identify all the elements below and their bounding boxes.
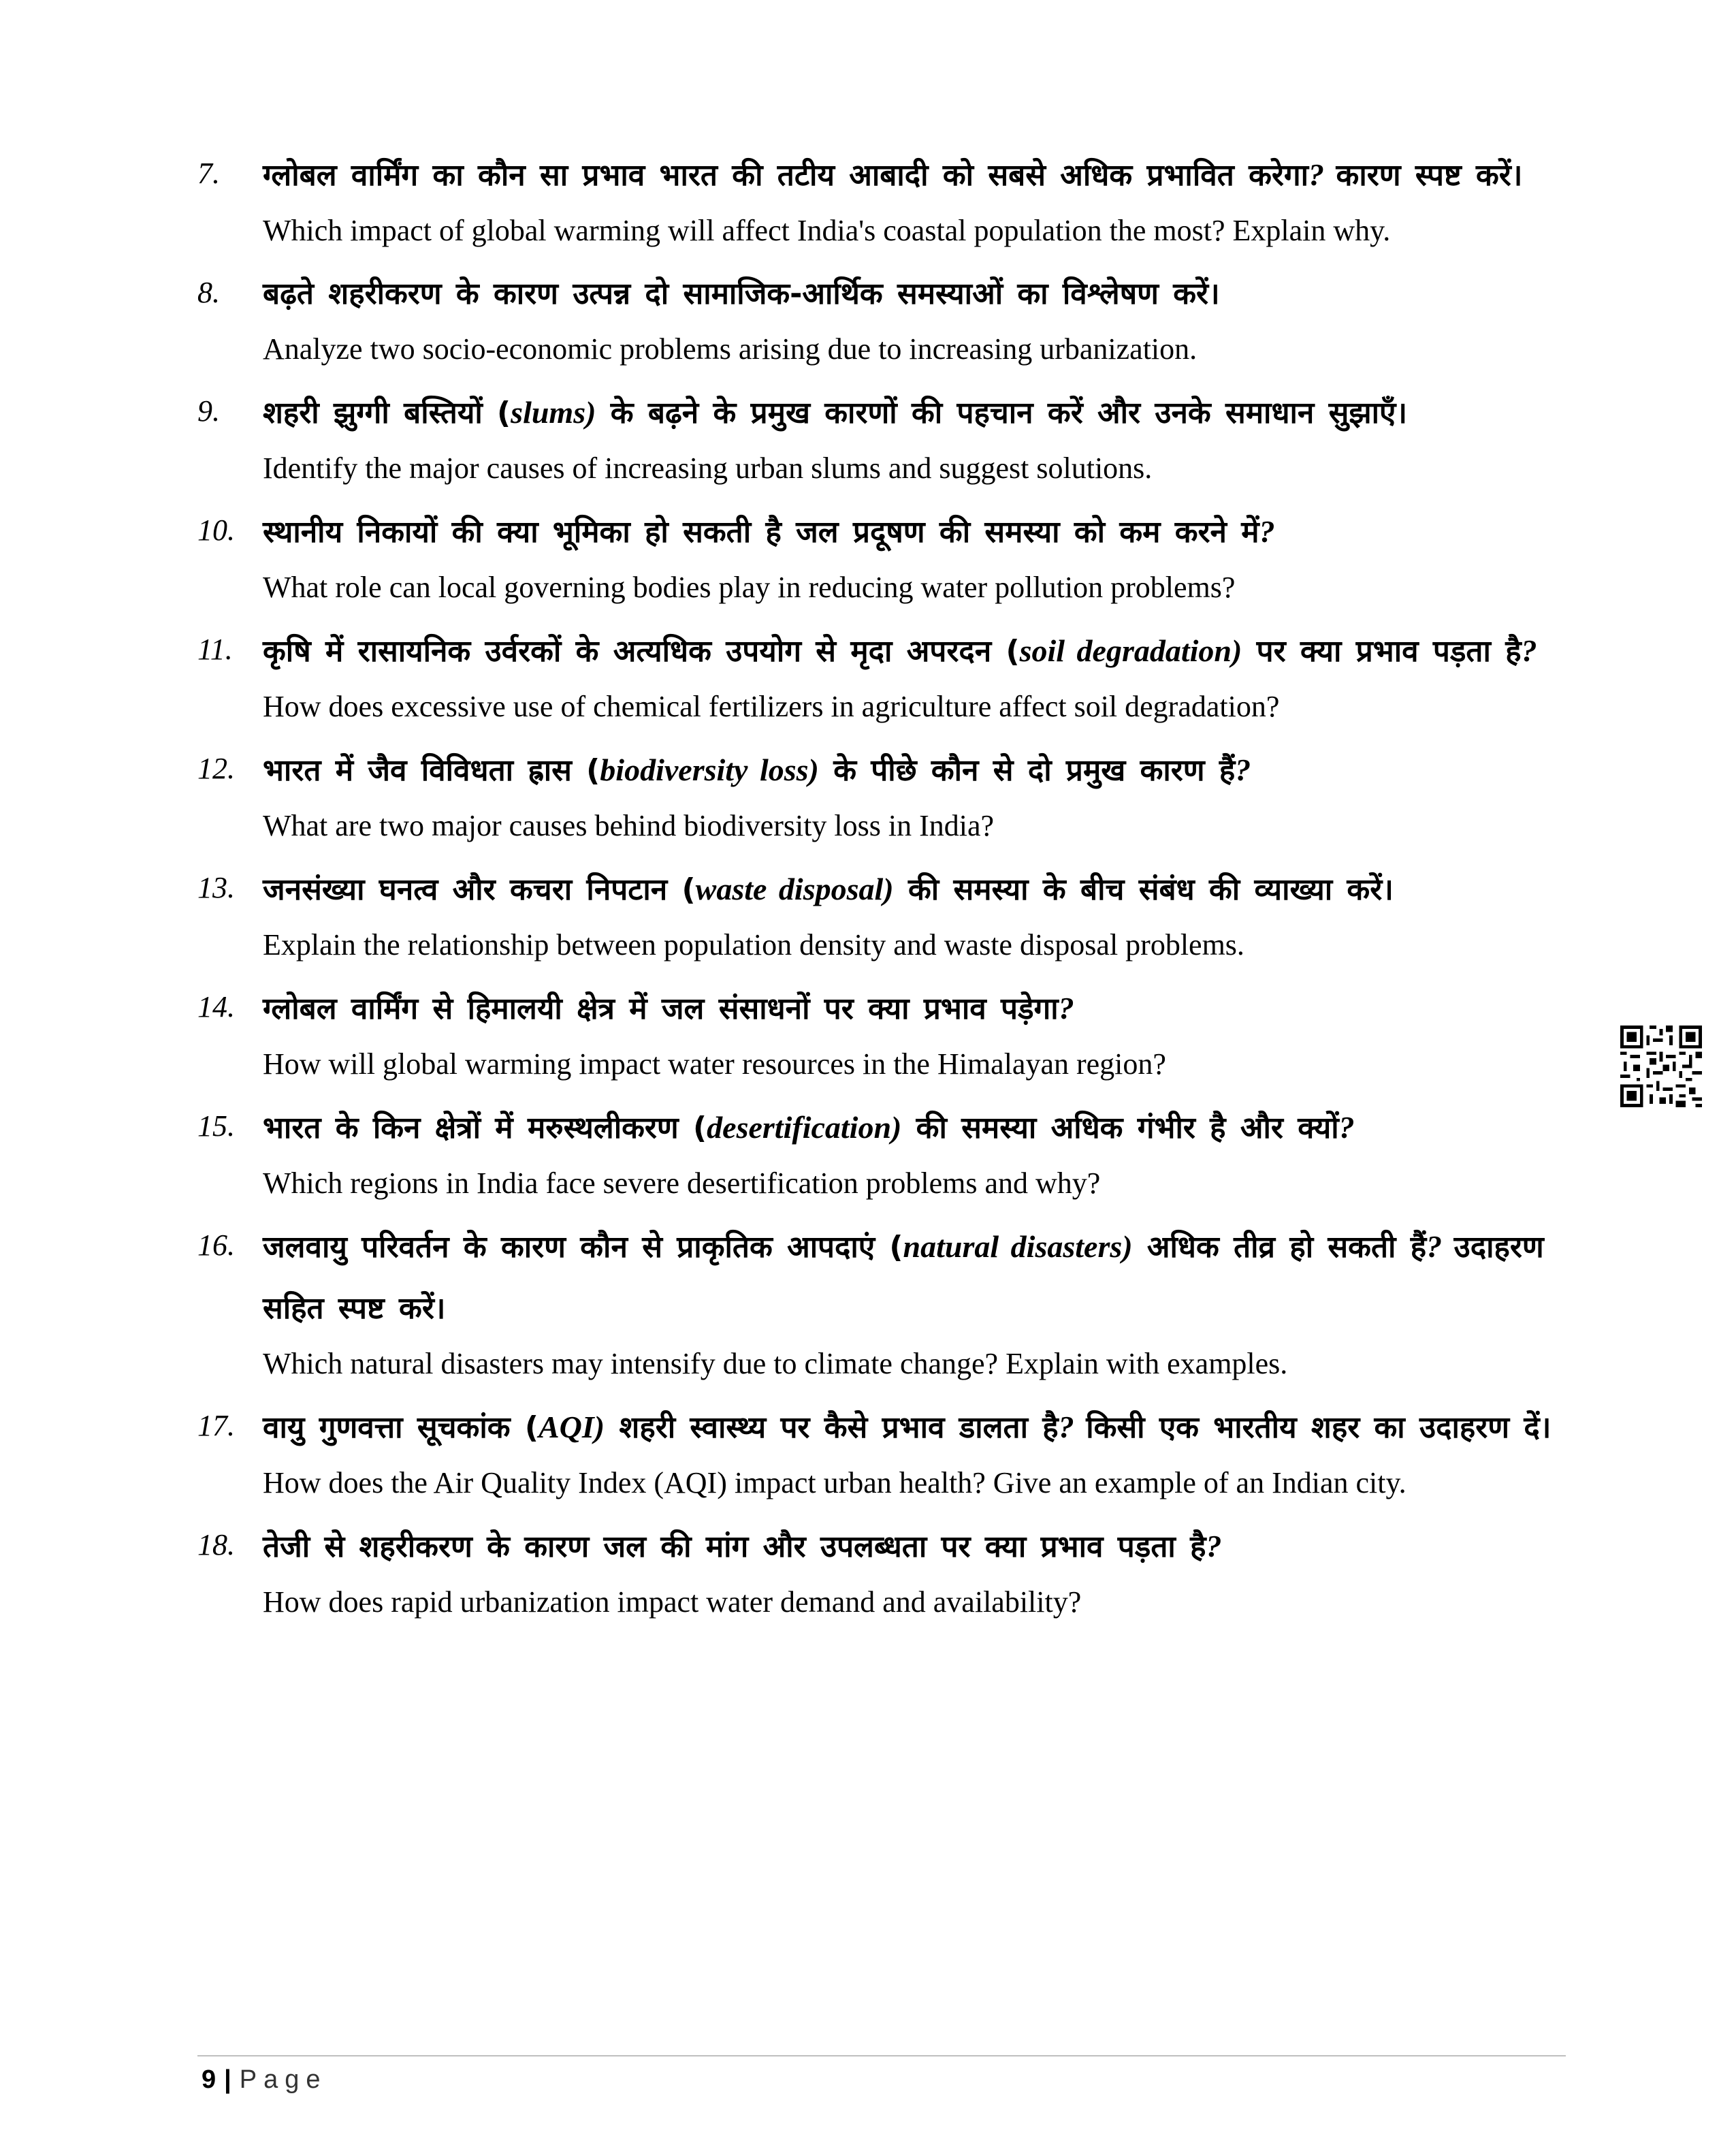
question-item bbox=[197, 740, 1573, 851]
question-english: How does rapid urbanization impact water demand and availability? bbox=[263, 1585, 1082, 1619]
question-hindi: ग्लोबल वार्मिंग का कौन सा प्रभाव भारत की तटीय आबादी को सबसे अधिक प्रभावित करेगा? कारण स्पष्ट करें। bbox=[263, 157, 1523, 193]
question-hindi: ग्लोबल वार्मिंग से हिमालयी क्षेत्र में जल संसाधनों पर क्या प्रभाव पड़ेगा? bbox=[263, 991, 1074, 1026]
question-hindi: जनसंख्या घनत्व और कचरा निपटान (waste disposal) की समस्या के बीच संबंध की व्याख्या करें। bbox=[263, 872, 1394, 907]
question-list bbox=[197, 144, 1573, 1635]
question-number: 18. bbox=[197, 1528, 235, 1561]
question-item bbox=[197, 620, 1573, 731]
question-hindi: भारत के किन क्षेत्रों में मरुस्थलीकरण (desertification) की समस्या अधिक गंभीर है और क्यों? bbox=[263, 1110, 1355, 1145]
question-hindi: जलवायु परिवर्तन के कारण कौन से प्राकृतिक आपदाएं (natural disasters) अधिक तीव्र हो सकती हैं? उदाहरण सहित स्पष्ट करें। bbox=[263, 1229, 1544, 1326]
question-item bbox=[197, 1216, 1573, 1388]
question-number: 7. bbox=[197, 157, 220, 190]
question-number: 17. bbox=[197, 1409, 235, 1442]
question-hindi: बढ़ते शहरीकरण के कारण उत्पन्न दो सामाजिक-आर्थिक समस्याओं का विश्लेषण करें। bbox=[263, 276, 1220, 311]
question-item bbox=[197, 501, 1573, 612]
question-number: 13. bbox=[197, 871, 235, 904]
question-number: 10. bbox=[197, 513, 235, 547]
question-english: Explain the relationship between population density and waste disposal problems. bbox=[263, 928, 1244, 962]
question-hindi: स्थानीय निकायों की क्या भूमिका हो सकती है जल प्रदूषण की समस्या को कम करने में? bbox=[263, 514, 1275, 550]
question-english: How does excessive use of chemical fertilizers in agriculture affect soil degradation? bbox=[263, 690, 1280, 723]
question-item bbox=[197, 144, 1573, 255]
question-item bbox=[197, 264, 1573, 374]
question-hindi: भारत में जैव विविधता ह्रास (biodiversity loss) के पीछे कौन से दो प्रमुख कारण हैं? bbox=[263, 752, 1251, 788]
qr-code-icon bbox=[1620, 1026, 1702, 1107]
question-item bbox=[197, 1397, 1573, 1508]
question-item bbox=[197, 978, 1573, 1089]
question-hindi: कृषि में रासायनिक उर्वरकों के अत्यधिक उपयोग से मृदा अपरदन (soil degradation) पर क्या प्रभाव पड़ता है? bbox=[263, 633, 1537, 669]
question-hindi: शहरी झुग्गी बस्तियों (slums) के बढ़ने के प्रमुख कारणों की पहचान करें और उनके समाधान सुझाएँ। bbox=[263, 395, 1408, 430]
question-english: Which regions in India face severe desertification problems and why? bbox=[263, 1166, 1101, 1200]
question-english: Which natural disasters may intensify due to climate change? Explain with examples. bbox=[263, 1347, 1288, 1380]
question-english: Which impact of global warming will affect India's coastal population the most? Explain why. bbox=[263, 214, 1391, 247]
page-footer bbox=[202, 2063, 327, 2096]
question-number: 14. bbox=[197, 990, 235, 1023]
page-number: 9 bbox=[202, 2065, 216, 2094]
question-number: 9. bbox=[197, 394, 220, 428]
question-item bbox=[197, 1097, 1573, 1208]
footer-divider bbox=[197, 2055, 1566, 2056]
page-label: Page bbox=[239, 2065, 327, 2094]
question-number: 16. bbox=[197, 1228, 235, 1262]
footer-separator: | bbox=[224, 2065, 231, 2094]
question-hindi: वायु गुणवत्ता सूचकांक (AQI) शहरी स्वास्थ्य पर कैसे प्रभाव डालता है? किसी एक भारतीय शहर का उदाहरण दें। bbox=[263, 1410, 1552, 1445]
question-hindi: तेजी से शहरीकरण के कारण जल की मांग और उपलब्धता पर क्या प्रभाव पड़ता है? bbox=[263, 1529, 1222, 1564]
question-english: How does the Air Quality Index (AQI) impact urban health? Give an example of an Indian city. bbox=[263, 1466, 1407, 1499]
question-english: Identify the major causes of increasing urban slums and suggest solutions. bbox=[263, 451, 1153, 485]
question-number: 8. bbox=[197, 276, 220, 309]
question-english: How will global warming impact water resources in the Himalayan region? bbox=[263, 1047, 1166, 1081]
question-item bbox=[197, 382, 1573, 493]
question-english: What are two major causes behind biodiversity loss in India? bbox=[263, 809, 995, 842]
question-number: 15. bbox=[197, 1109, 235, 1143]
question-english: What role can local governing bodies play in reducing water pollution problems? bbox=[263, 571, 1236, 604]
question-number: 11. bbox=[197, 633, 233, 666]
question-number: 12. bbox=[197, 752, 235, 785]
question-english: Analyze two socio-economic problems arising due to increasing urbanization. bbox=[263, 332, 1197, 366]
question-item bbox=[197, 859, 1573, 970]
question-item bbox=[197, 1516, 1573, 1627]
